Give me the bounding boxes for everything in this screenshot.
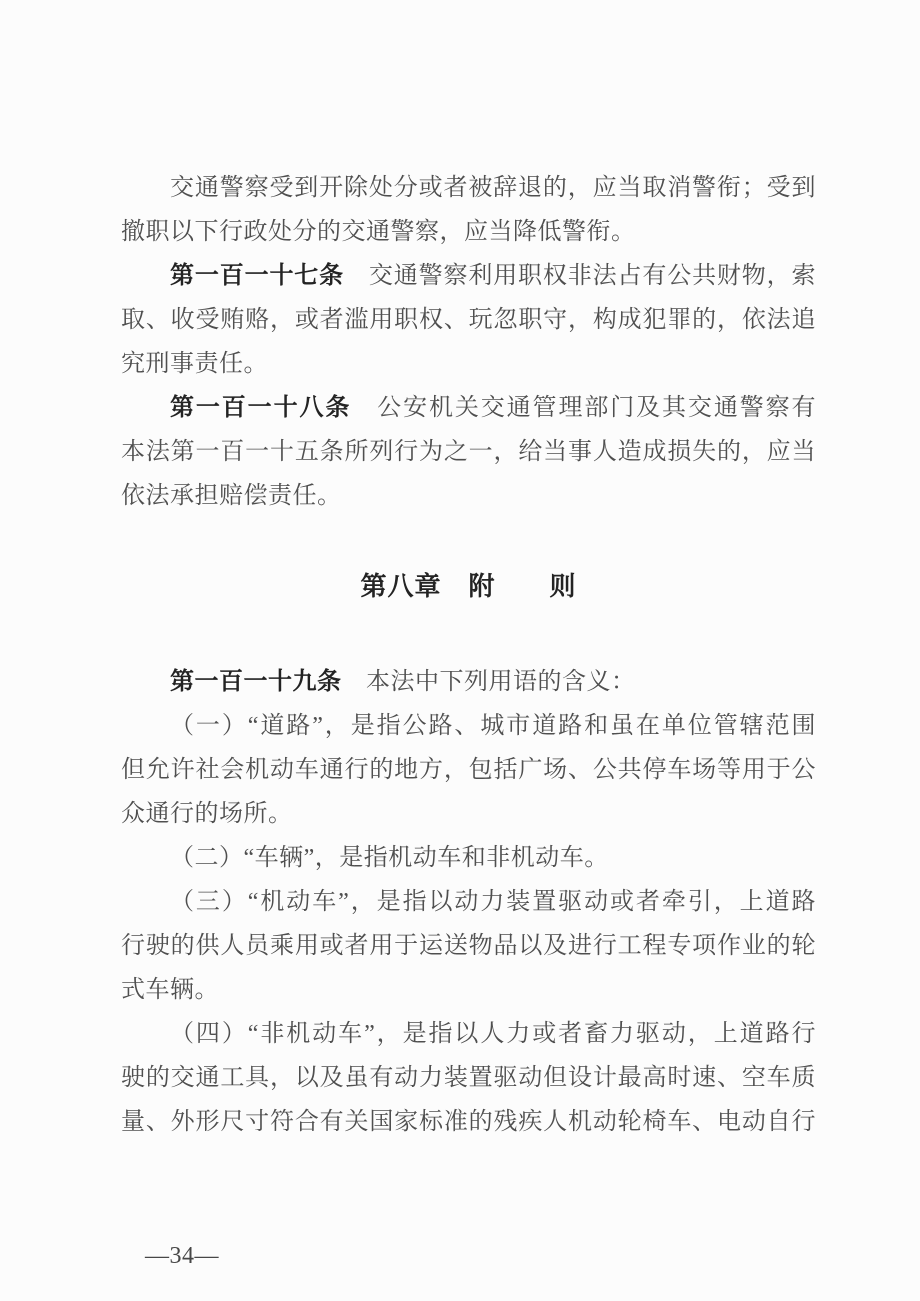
text-segment: 本法第一百一十五条所列行为之一，给当事人造成损失的，应当	[121, 439, 816, 465]
text-line	[121, 704, 816, 748]
text-line	[121, 1100, 816, 1144]
article-number: 第一百一十八条	[170, 394, 352, 421]
article-number: 第八章 附 则	[360, 571, 577, 601]
text-segment: 众通行的场所。	[121, 801, 293, 827]
document-text-block	[121, 166, 816, 1144]
text-line	[121, 792, 816, 836]
article-number: 第一百一十九条	[170, 668, 342, 695]
text-segment: （三）“机动车”，是指以动力装置驱动或者牵引，上道路	[170, 889, 816, 915]
text-line	[121, 254, 816, 298]
text-segment: 驶的交通工具，以及虽有动力装置驱动但设计最高时速、空车质	[121, 1065, 816, 1091]
text-line	[121, 474, 816, 518]
text-segment: 交通警察利用职权非法占有公共财物，索	[344, 263, 817, 289]
text-segment: 取、收受贿赂，或者滥用职权、玩忽职守，构成犯罪的，依法追	[121, 307, 816, 333]
text-line	[121, 968, 816, 1012]
text-line	[121, 430, 816, 474]
text-segment: 公安机关交通管理部门及其交通警察有	[351, 395, 817, 421]
chapter-heading	[121, 564, 816, 608]
text-segment: 量、外形尺寸符合有关国家标准的残疾人机动轮椅车、电动自行	[121, 1109, 816, 1135]
text-line	[121, 342, 816, 386]
text-line	[121, 880, 816, 924]
text-segment: 撤职以下行政处分的交通警察，应当降低警衔。	[121, 219, 636, 245]
text-segment: （二）“车辆”，是指机动车和非机动车。	[170, 845, 609, 871]
text-segment: 本法中下列用语的含义：	[341, 669, 636, 695]
text-segment: 行驶的供人员乘用或者用于运送物品以及进行工程专项作业的轮	[121, 933, 816, 959]
text-line	[121, 1012, 816, 1056]
text-line	[121, 386, 816, 430]
page-number: —34—	[145, 1243, 219, 1269]
text-segment: （四）“非机动车”，是指以人力或者畜力驱动，上道路行	[170, 1021, 816, 1047]
article-number: 第一百一十七条	[170, 262, 345, 289]
text-segment: 依法承担赔偿责任。	[121, 483, 342, 509]
text-segment: 式车辆。	[121, 977, 219, 1003]
text-segment: （一）“道路”，是指公路、城市道路和虽在单位管辖范围	[170, 713, 816, 739]
text-line	[121, 210, 816, 254]
text-line	[121, 748, 816, 792]
text-line	[121, 298, 816, 342]
text-line	[121, 924, 816, 968]
text-segment: 交通警察受到开除处分或者被辞退的，应当取消警衔；受到	[170, 175, 816, 201]
text-line	[121, 660, 816, 704]
text-segment: 但允许社会机动车通行的地方，包括广场、公共停车场等用于公	[121, 757, 816, 783]
text-line	[121, 836, 816, 880]
text-line	[121, 166, 816, 210]
text-line	[121, 1056, 816, 1100]
text-segment: 究刑事责任。	[121, 351, 268, 377]
